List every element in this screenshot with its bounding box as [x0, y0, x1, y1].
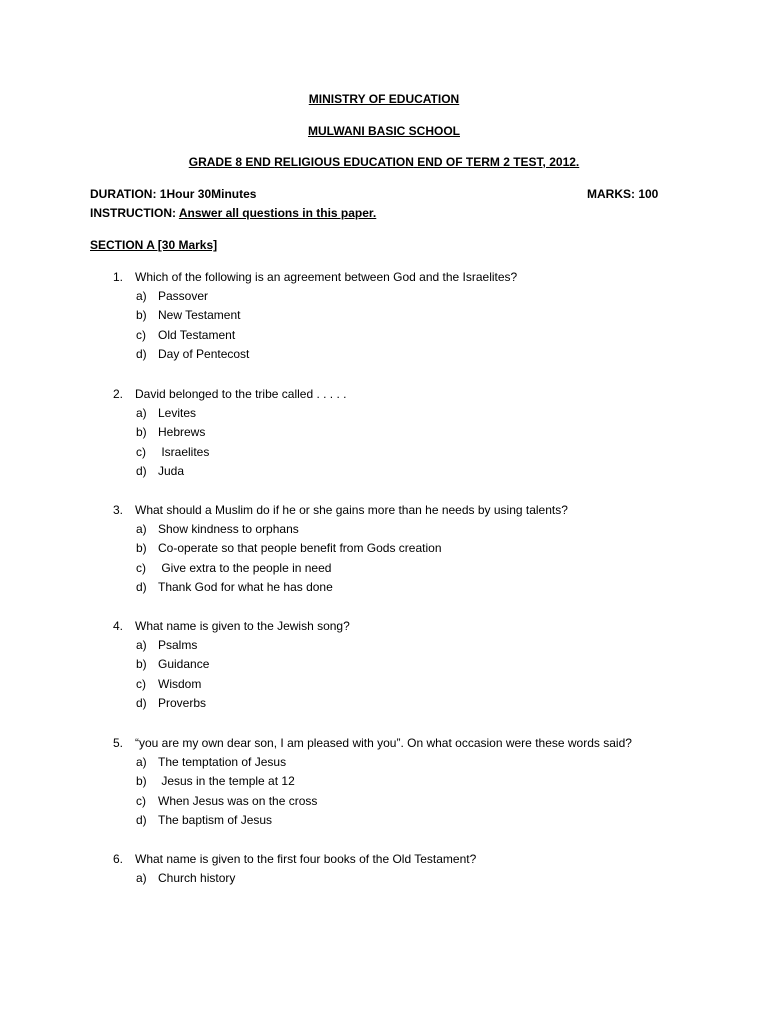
test-title-part-a: GRADE 8 END [188, 155, 275, 169]
option-letter: b) [136, 657, 147, 671]
question-text: What name is given to the first four books of the Old Testament? [135, 852, 477, 866]
section-heading: SECTION A [30 Marks] [90, 238, 218, 252]
option-letter: b) [136, 308, 147, 322]
option [136, 794, 317, 808]
question-number: 5. [113, 736, 124, 750]
option-letter: c) [136, 328, 146, 342]
question-number: 4. [113, 619, 124, 633]
option [136, 813, 272, 827]
instruction-value: Answer all questions in this paper. [178, 206, 377, 220]
option-text: Hebrews [158, 425, 206, 439]
option-text: Show kindness to orphans [158, 522, 299, 536]
option-letter: d) [136, 580, 147, 594]
option-text: Jesus in the temple at 12 [158, 774, 295, 788]
option-text: Church history [158, 871, 236, 885]
option-letter: a) [136, 289, 147, 303]
school-heading: MULWANI BASIC SCHOOL [308, 124, 460, 138]
option [136, 328, 235, 342]
option [136, 696, 206, 710]
option-text: Old Testament [158, 328, 236, 342]
test-title-subject: RELIGIOUS EDUCATION [274, 155, 414, 169]
option [136, 871, 235, 885]
question-number: 3. [113, 503, 124, 517]
option-letter: c) [136, 445, 146, 459]
question-text: Which of the following is an agreement between God and the Israelites? [135, 270, 518, 284]
option [136, 541, 442, 555]
option [136, 561, 331, 575]
ministry-heading: MINISTRY OF EDUCATION [308, 92, 460, 106]
option-text: Psalms [158, 638, 198, 652]
option-letter: a) [136, 755, 147, 769]
instruction-line [90, 206, 376, 220]
option-text: Give extra to the people in need [158, 561, 332, 575]
option-text: Levites [158, 406, 197, 420]
option-text: Passover [158, 289, 209, 303]
option [136, 522, 299, 536]
question-text: What should a Muslim do if he or she gains more than he needs by using talents? [135, 503, 568, 517]
option [136, 677, 201, 691]
option [136, 406, 196, 420]
option [136, 580, 333, 594]
question-number: 2. [113, 387, 124, 401]
duration-label: DURATION: 1Hour 30Minutes [90, 187, 257, 201]
option-text: Thank God for what he has done [158, 580, 333, 594]
option-text: Israelites [158, 445, 210, 459]
option-letter: d) [136, 347, 147, 361]
option-letter: b) [136, 425, 147, 439]
test-title [0, 155, 768, 169]
option [136, 308, 240, 322]
option-letter: d) [136, 696, 147, 710]
option-letter: c) [136, 794, 146, 808]
option-text: The temptation of Jesus [158, 755, 287, 769]
option-text: Juda [158, 464, 185, 478]
option-text: Guidance [158, 657, 210, 671]
option-letter: b) [136, 541, 147, 555]
option [136, 445, 209, 459]
instruction-label: INSTRUCTION: [90, 206, 179, 220]
option-letter: a) [136, 406, 147, 420]
option-letter: a) [136, 638, 147, 652]
option [136, 638, 197, 652]
question-number: 1. [113, 270, 124, 284]
option-text: New Testament [158, 308, 241, 322]
option-text: Day of Pentecost [158, 347, 250, 361]
option [136, 657, 209, 671]
option [136, 347, 249, 361]
option-letter: a) [136, 871, 147, 885]
option-letter: a) [136, 522, 147, 536]
option [136, 755, 286, 769]
question-text: David belonged to the tribe called . . . . . [135, 387, 347, 401]
question-number: 6. [113, 852, 124, 866]
option-letter: c) [136, 677, 146, 691]
marks-label: MARKS: 100 [587, 187, 659, 201]
option [136, 774, 295, 788]
option-text: Wisdom [158, 677, 202, 691]
option-text: Proverbs [158, 696, 207, 710]
option [136, 425, 205, 439]
test-title-part-c: END OF TERM 2 TEST, 2012. [413, 155, 580, 169]
option-letter: d) [136, 464, 147, 478]
option-letter: b) [136, 774, 147, 788]
question-text: “you are my own dear son, I am pleased with you”. On what occasion were these words said? [135, 736, 632, 750]
option [136, 464, 184, 478]
question-text: What name is given to the Jewish song? [135, 619, 350, 633]
option [136, 289, 208, 303]
option-text: When Jesus was on the cross [158, 794, 318, 808]
option-text: Co-operate so that people benefit from Gods creation [158, 541, 442, 555]
option-letter: c) [136, 561, 146, 575]
option-letter: d) [136, 813, 147, 827]
option-text: The baptism of Jesus [158, 813, 273, 827]
